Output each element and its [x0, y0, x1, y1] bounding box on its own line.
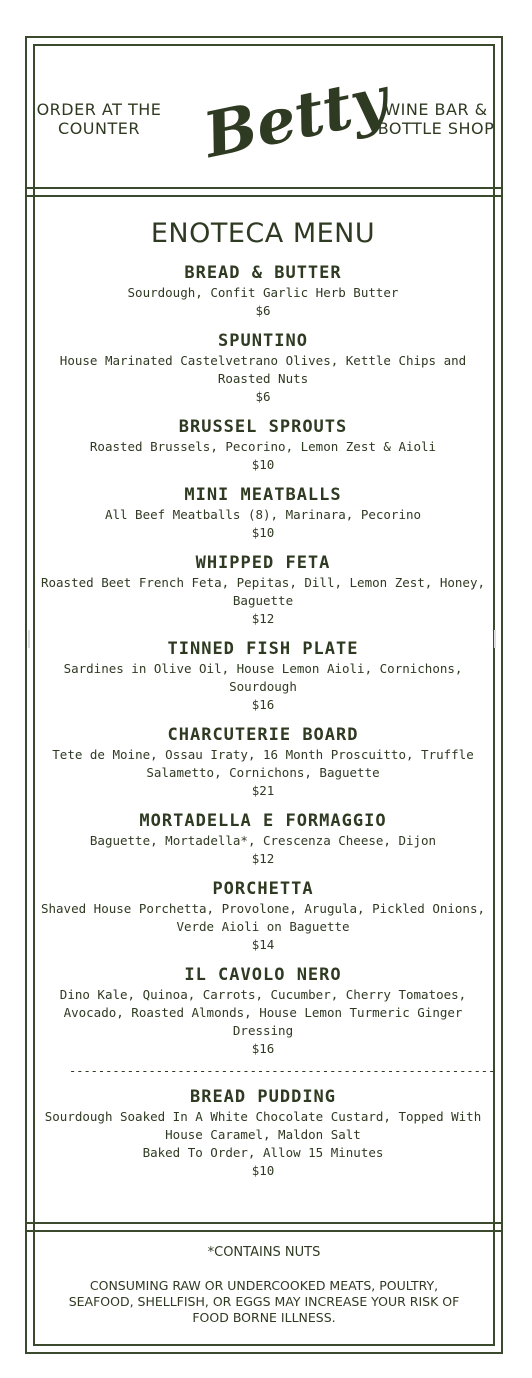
menu-item-price: $12 [251, 611, 275, 626]
menu-item-description: Dino Kale, Quinoa, Carrots, Cucumber, Cherry Tomatoes, Avocado, Roasted Almonds, House Lemon Turmeric Ginger Dressing [59, 987, 467, 1038]
dessert-description: Sourdough Soaked In A White Chocolate Custard, Topped With House Caramel, Maldon Salt [44, 1109, 482, 1142]
menu-item-name: MORTADELLA E FORMAGGIO [139, 811, 387, 831]
menu-item-description: Tete de Moine, Ossau Iraty, 16 Month Proscuitto, Truffle Salametto, Cornichons, Baguette [52, 747, 474, 780]
menu-body [35, 200, 496, 1190]
menu-item-price: $6 [255, 389, 271, 404]
menu-item-description: Sardines in Olive Oil, House Lemon Aioli, Cornichons, Sourdough [63, 661, 463, 694]
menu-item-name: PORCHETTA [212, 879, 314, 899]
betty-logo-text: Betty [197, 62, 394, 173]
left-edge-mark [28, 630, 30, 648]
footer-divider-top [25, 1222, 503, 1224]
menu-item [35, 416, 491, 474]
food-safety-warning: CONSUMING RAW OR UNDERCOOKED MEATS, POULTRY, SEAFOOD, SHELLFISH, OR EGGS MAY INCREASE YOUR RISK OF FOOD BORNE ILLNESS. [68, 1278, 460, 1325]
menu-item-price: $6 [255, 303, 271, 318]
header-divider-bottom [25, 195, 503, 197]
menu-title: ENOTECA MENU [150, 218, 376, 249]
menu-item [35, 262, 491, 320]
menu-item [35, 484, 491, 542]
header-divider-top [25, 187, 503, 189]
contains-nuts-note: *CONTAINS NUTS [207, 1245, 321, 1260]
menu-item [35, 638, 491, 714]
menu-item [35, 964, 491, 1058]
menu-item-price: $10 [251, 525, 275, 540]
wine-bar-text: WINE BAR & BOTTLE SHOP [377, 100, 495, 138]
dessert-divider: ----------------------------------------------------------- [69, 1064, 496, 1078]
menu-items-list [35, 262, 491, 1058]
menu-item-description: Shaved House Porchetta, Provolone, Arugula, Pickled Onions, Verde Aioli on Baguette [40, 901, 485, 934]
menu-item-description: Roasted Brussels, Pecorino, Lemon Zest & Aioli [89, 439, 437, 454]
dessert-name: BREAD PUDDING [189, 1087, 337, 1107]
menu-item-name: WHIPPED FETA [195, 553, 331, 573]
betty-logo [195, 62, 394, 173]
order-at-counter-text: ORDER AT THE COUNTER [36, 100, 162, 138]
menu-item-price: $14 [251, 937, 275, 952]
menu-item-price: $10 [251, 457, 275, 472]
menu-item [35, 552, 491, 628]
menu-item-price: $16 [251, 1041, 275, 1056]
menu-header [35, 46, 493, 187]
menu-item-name: MINI MEATBALLS [184, 485, 342, 505]
menu-item-price: $16 [251, 697, 275, 712]
menu-item-name: BREAD & BUTTER [184, 263, 342, 283]
menu-item-description: Baguette, Mortadella*, Crescenza Cheese, Dijon [89, 833, 437, 848]
dessert-price: $10 [251, 1163, 275, 1178]
menu-item-name: TINNED FISH PLATE [167, 639, 359, 659]
menu-item-description: All Beef Meatballs (8), Marinara, Pecorino [104, 507, 422, 522]
menu-item-name: SPUNTINO [218, 331, 308, 351]
menu-item-price: $21 [251, 783, 275, 798]
dessert-item [35, 1086, 491, 1180]
menu-item-name: BRUSSEL SPROUTS [178, 417, 348, 437]
menu-item [35, 330, 491, 406]
menu-item-description: Roasted Beet French Feta, Pepitas, Dill, Lemon Zest, Honey, Baguette [40, 575, 485, 608]
menu-item-price: $12 [251, 851, 275, 866]
menu-item [35, 810, 491, 868]
menu-item [35, 724, 491, 800]
dessert-note: Baked To Order, Allow 15 Minutes [142, 1145, 384, 1160]
menu-footer [35, 1236, 493, 1326]
right-edge-mark [494, 630, 496, 648]
menu-item [35, 878, 491, 954]
menu-item-name: IL CAVOLO NERO [184, 965, 342, 985]
menu-item-description: Sourdough, Confit Garlic Herb Butter [127, 285, 399, 300]
footer-divider-bottom [25, 1230, 503, 1232]
menu-item-description: House Marinated Castelvetrano Olives, Kettle Chips and Roasted Nuts [59, 353, 467, 386]
menu-item-name: CHARCUTERIE BOARD [167, 725, 359, 745]
